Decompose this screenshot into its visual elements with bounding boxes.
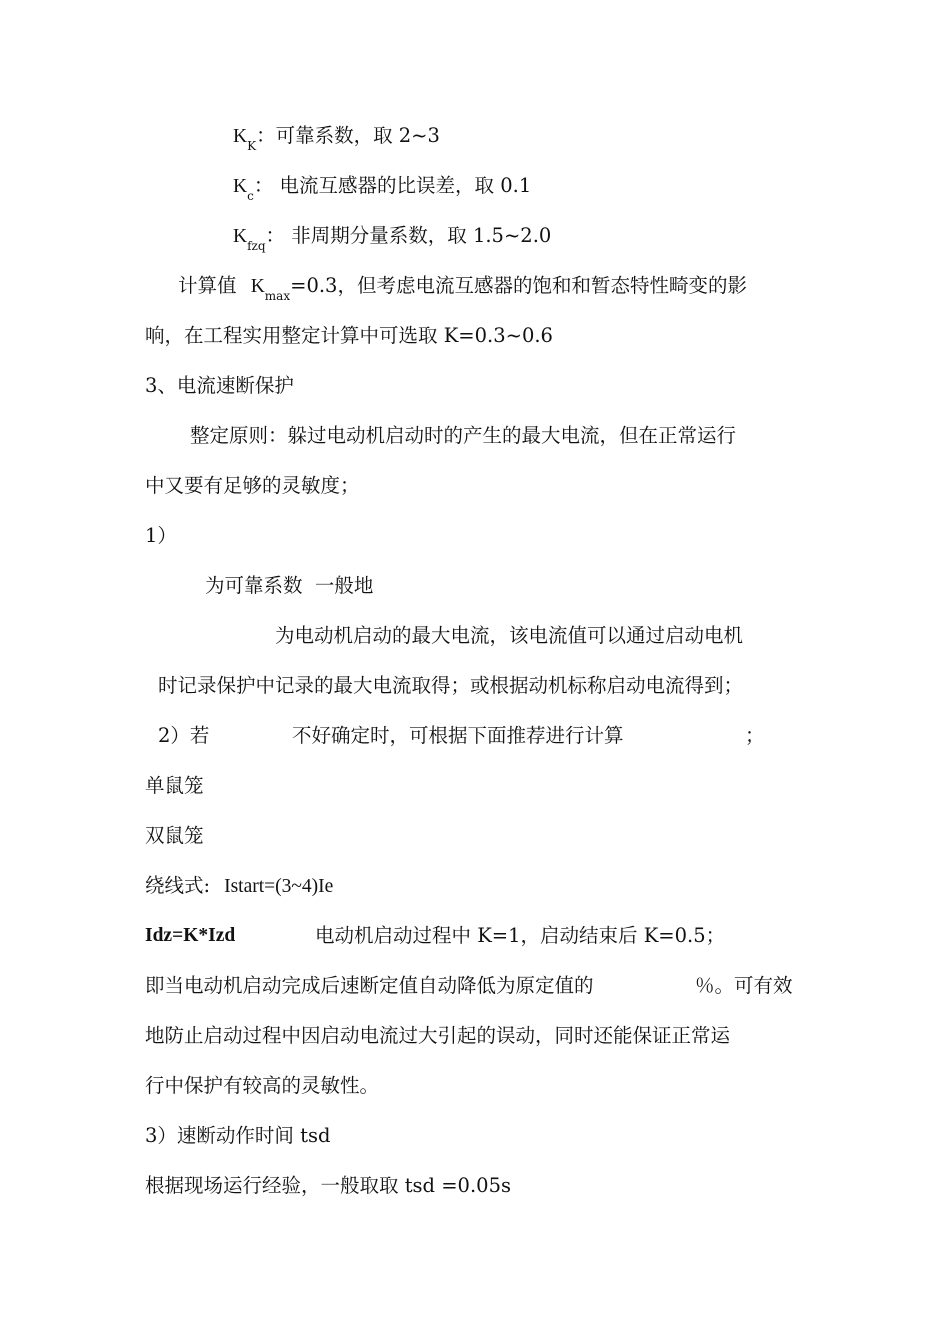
principle-line-1: 整定原则：躲过电动机启动时的产生的最大电流，但在正常运行 xyxy=(190,424,737,447)
item-3-heading: 3）速断动作时间 tsd xyxy=(145,1124,331,1147)
wound-rotor-formula: Istart=(3~4)Ie xyxy=(224,876,334,897)
calc-text: =0.3，但考虑电流互感器的饱和和暂态特性畸变的影 xyxy=(290,274,747,297)
max-current-line-1: 为电动机启动的最大电流，该电流值可以通过启动电机 xyxy=(275,624,744,647)
item-1-label: 1） xyxy=(145,524,177,547)
after-start-prefix: 即当电动机启动完成后速断定值自动降低为原定值的 xyxy=(145,974,594,997)
single-cage-label: 单鼠笼 xyxy=(145,774,204,797)
kk-text: ：可靠系数，取 2~3 xyxy=(256,124,440,147)
kc-subscript: c xyxy=(247,189,254,203)
kk-line xyxy=(233,124,440,153)
kc-symbol: K xyxy=(233,176,248,197)
kc-text: ： 电流互感器的比误差，取 0.1 xyxy=(253,174,532,197)
calc-prefix: 计算值 xyxy=(178,274,243,297)
max-current-line-2: 时记录保护中记录的最大电流取得；或根据动机标称启动电流得到； xyxy=(158,674,744,697)
kk-subscript: K xyxy=(247,139,257,153)
kmax-subscript: max xyxy=(264,289,291,303)
wound-rotor-label: 绕线式: xyxy=(145,874,211,897)
item-2-prefix: 2）若 xyxy=(158,724,210,747)
wound-rotor-line xyxy=(145,874,333,899)
after-start-suffix: ％。可有效 xyxy=(695,974,793,997)
kfzq-subscript: fzq xyxy=(247,239,266,253)
item-2-text: 不好确定时，可根据下面推荐进行计算 xyxy=(292,724,624,747)
idz-text: 电动机启动过程中 K=1，启动结束后 K=0.5； xyxy=(315,924,726,947)
double-cage-label: 双鼠笼 xyxy=(145,824,204,847)
reliable-coefficient-text: 为可靠系数 一般地 xyxy=(205,574,374,597)
kmax-symbol: K xyxy=(250,276,265,297)
after-start-line-2: 地防止启动过程中因启动电流过大引起的误动，同时还能保证正常运 xyxy=(145,1024,731,1047)
kfzq-text: ： 非周期分量系数，取 1.5~2.0 xyxy=(265,224,552,247)
item-3-text: 根据现场运行经验，一般取取 tsd =0.05s xyxy=(145,1174,511,1197)
kc-line xyxy=(233,174,532,203)
kk-symbol: K xyxy=(233,126,248,147)
item-2-end: ； xyxy=(745,724,765,747)
kfzq-symbol: K xyxy=(233,226,248,247)
idz-formula: Idz=K*Izd xyxy=(145,925,236,946)
after-start-line-3: 行中保护有较高的灵敏性。 xyxy=(145,1074,380,1097)
kfzq-line xyxy=(233,224,552,253)
section-heading: 3、电流速断保护 xyxy=(145,374,294,397)
principle-line-2: 中又要有足够的灵敏度； xyxy=(145,474,360,497)
calc-line-2: 响，在工程实用整定计算中可选取 K=0.3~0.6 xyxy=(145,324,553,347)
calc-line-1 xyxy=(178,274,747,303)
